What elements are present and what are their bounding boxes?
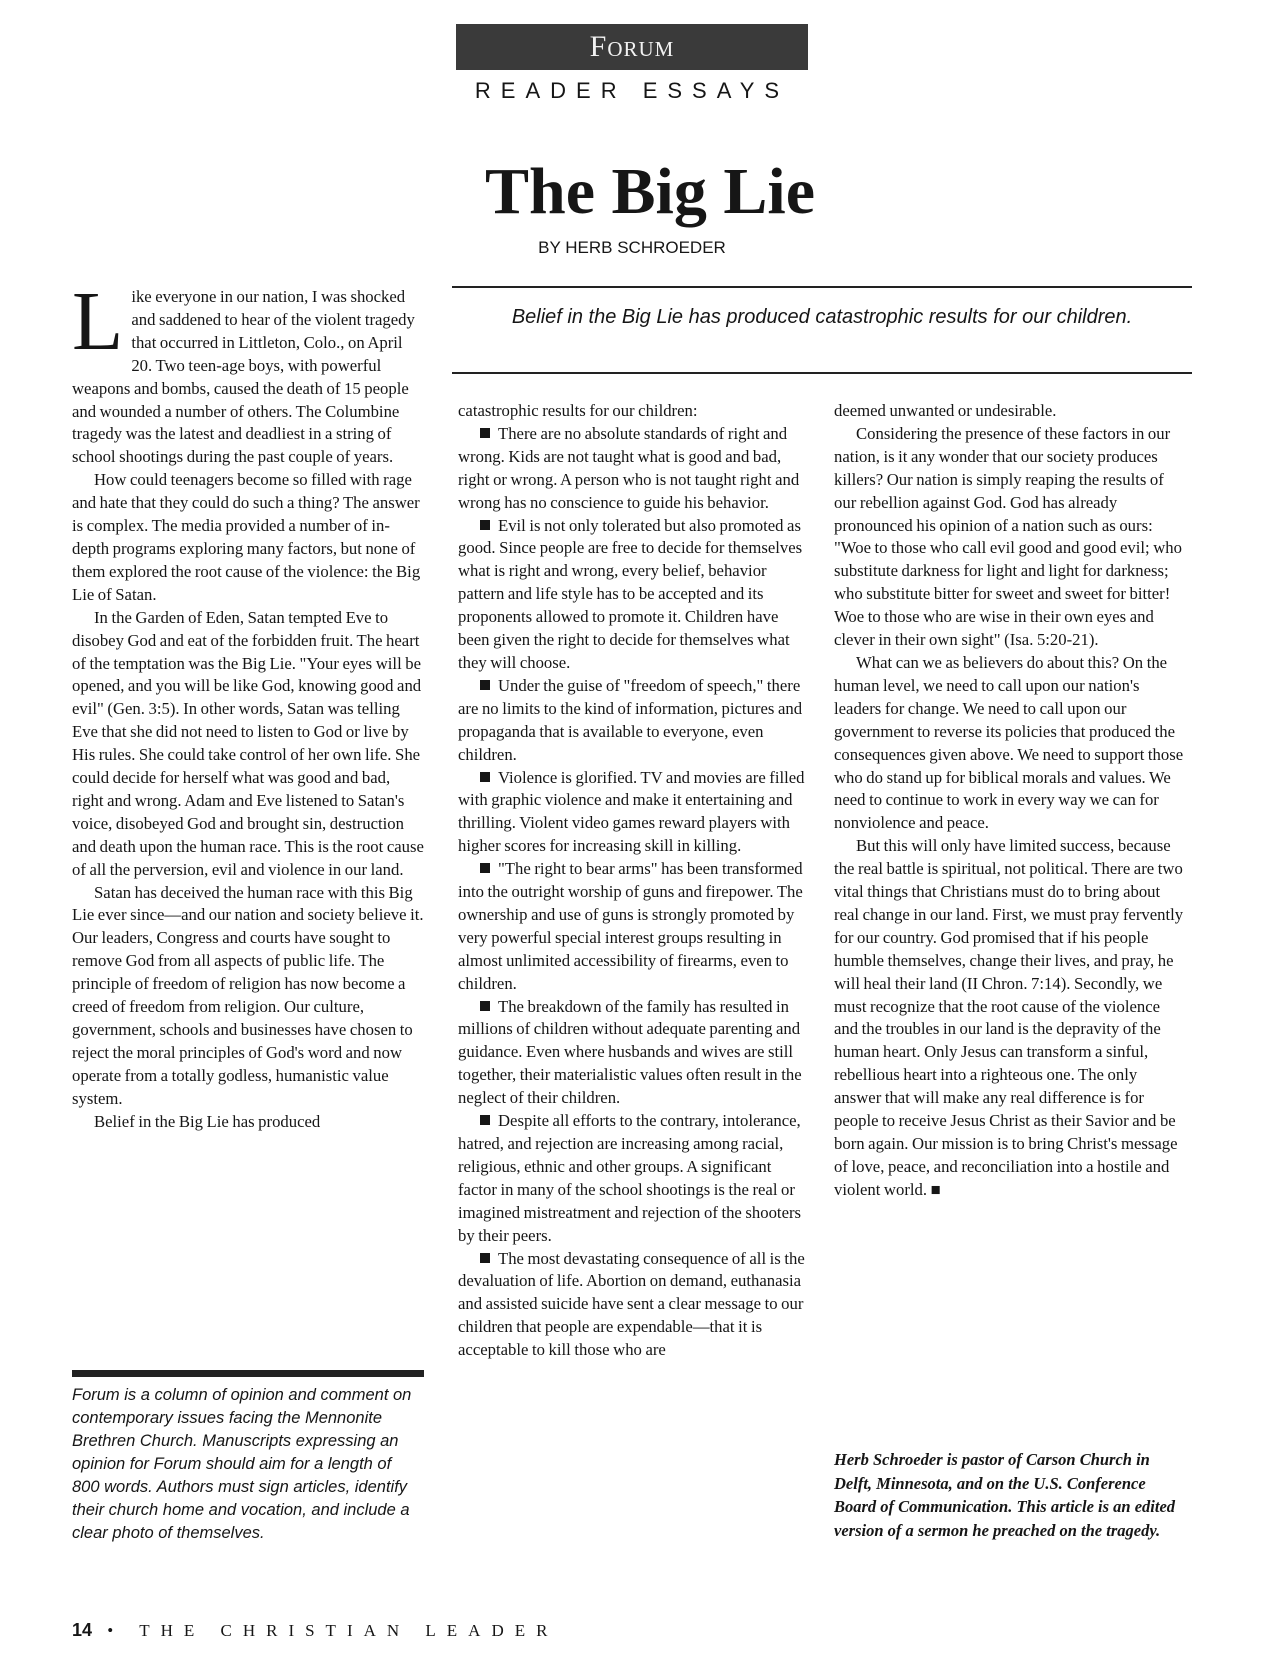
publication-name: THE CHRISTIAN LEADER xyxy=(139,1621,559,1640)
list-item: Under the guise of "freedom of speech," there are no limits to the kind of information, pictures and propaganda that is available to everyone, even children. xyxy=(458,675,803,764)
list-item: "The right to bear arms" has been transformed into the outright worship of guns and firepower. The ownership and use of guns is strongly promoted by very powerful special interest groups resulting in almost unlimited accessibility of firearms, even to children. xyxy=(458,859,803,993)
list-item: The breakdown of the family has resulted in millions of children without adequate parenting and guidance. Even where husbands and wives are still together, their materialistic values often result in the neglect of their children. xyxy=(458,996,802,1108)
paragraph: Considering the presence of these factors in our nation, is it any wonder that our society produces killers? Our nation is simply reaping the results of our rebellion against God. God has already pronounced his opinion of a nation such as ours: "Woe to those who call evil good and good evil; who substitute darkness for light and light for darkness; who substitute bitter for sweet and sweet for bitter! Woe to those who are wise in their own eyes and clever in their own sight" (Isa. 5:20-21). xyxy=(834,423,1182,650)
bullet-icon xyxy=(480,1115,490,1125)
paragraph: But this will only have limited success, because the real battle is spiritual, not political. There are two vital things that Christians must do to bring about real change in our land. First, we must pray fervently for our country. God promised that if his people humble themselves, change their lives, and pray, he will heal their land (II Chron. 7:14). Secondly, we must recognize that the root cause of the violence and the troubles in our land is the depravity of the human heart. Only Jesus can transform a sinful, rebellious heart into a righteous one. The only answer that will make any real difference is for people to receive Jesus Christ as their Savior and be born again. Our mission is to bring Christ's message of love, peace, and reconciliation into a hostile and violent world. ■ xyxy=(834,836,1184,1199)
section-tag: Forum xyxy=(456,24,808,70)
list-item: Violence is glorified. TV and movies are filled with graphic violence and make it entertaining and thrilling. Violent video games reward players with higher scores for increasing skill in killing. xyxy=(458,767,805,856)
bullet-icon xyxy=(480,680,490,690)
list-item: The most devastating consequence of all is the devaluation of life. Abortion on demand, euthanasia and assisted suicide have sent a clear message to our children that people are expendable—that it is acceptable to kill those who are xyxy=(458,1248,805,1360)
list-item: Despite all efforts to the contrary, intolerance, hatred, and rejection are increasing among racial, religious, ethnic and other groups. A significant factor in many of the school shootings is the real or imagined mistreatment and rejection of the shooters by their peers. xyxy=(458,1111,802,1245)
bullet-icon xyxy=(480,428,490,438)
column-1 xyxy=(72,275,424,1134)
bullet-icon xyxy=(480,1253,490,1263)
paragraph: Like everyone in our nation, I was shocked and saddened to hear of the violent tragedy that occurred in Littleton, Colo., on April 20. Two teen-age boys, with powerful weapons and bombs, caused the death of 15 people and wounded a number of others. The Columbine tragedy was the latest and deadliest in a string of school shootings during the past couple of years. xyxy=(72,275,415,467)
footer-separator: • xyxy=(107,1621,125,1640)
list-item: There are no absolute standards of right and wrong. Kids are not taught what is good and bad, right or wrong. A person who is not taught right and wrong has no conscience to guide his behavior. xyxy=(458,423,800,512)
bullet-icon xyxy=(480,520,490,530)
section-label: READER ESSAYS xyxy=(474,78,790,103)
column-2 xyxy=(458,400,810,1362)
pullquote: Belief in the Big Lie has produced catastrophic results for our children. xyxy=(511,306,1133,328)
pullquote-bottom-rule xyxy=(452,372,1192,374)
page-number: 14 xyxy=(72,1620,93,1640)
paragraph: catastrophic results for our children: xyxy=(458,401,698,420)
paragraph: What can we as believers do about this? On the human level, we need to call upon our nation's leaders for change. We need to call upon our government to reverse its policies that produced the consequences given above. We need to support those who do stand up for biblical morals and values. We need to continue to work in every way we can for nonviolence and peace. xyxy=(834,652,1184,833)
author-bio: Herb Schroeder is pastor of Carson Church in Delft, Minnesota, and on the U.S. Conference Board of Communication. This article is an edited version of a sermon he preached on the tragedy. xyxy=(834,1450,1176,1540)
byline: BY HERB SCHROEDER xyxy=(538,238,726,257)
column-3 xyxy=(834,400,1186,1202)
list-item: Evil is not only tolerated but also promoted as good. Since people are free to decide for themselves what is right and wrong, every belief, behavior pattern and life style has to be accepted and its proponents allowed to promote it. Children have been given the right to decide for themselves what they will choose. xyxy=(458,515,803,672)
paragraph: Satan has deceived the human race with this Big Lie ever since—and our nation and society believe it. Our leaders, Congress and courts have sought to remove God from all aspects of public life. The principle of freedom of religion has now become a creed of freedom from religion. Our culture, government, schools and businesses have chosen to reject the moral principles of God's word and now operate from a totally godless, humanistic value system. xyxy=(72,882,424,1108)
pullquote-top-rule xyxy=(452,286,1192,288)
paragraph: In the Garden of Eden, Satan tempted Eve to disobey God and eat of the forbidden fruit. The heart of the temptation was the Big Lie. "Your eyes will be opened, and you will be like God, knowing good and evil" (Gen. 3:5). In other words, Satan was telling Eve that she did not need to listen to God or live by His rules. She could take control of her own life. She could decide for herself what was good and bad, right and wrong. Adam and Eve listened to Satan's voice, disobeyed God and brought sin, destruction and death upon the human race. This is the root cause of all the perversion, evil and violence in our land. xyxy=(72,607,424,879)
paragraph: How could teenagers become so filled with rage and hate that they could do such a thing? The answer is complex. The media provided a number of in-depth programs exploring many factors, but none of them explored the root cause of the violence: the Big Lie of Satan. xyxy=(72,470,421,604)
page-footer xyxy=(72,1620,672,1641)
bullet-icon xyxy=(480,863,490,873)
paragraph: deemed unwanted or undesirable. xyxy=(834,401,1057,420)
forum-info: Forum is a column of opinion and comment on contemporary issues facing the Mennonite Brethren Church. Manuscripts expressing an opinion for Forum should aim for a length of 800 words. Authors must sign articles, identify their church home and vocation, and include a clear photo of themselves. xyxy=(72,1386,412,1542)
bullet-icon xyxy=(480,1001,490,1011)
drop-cap: L xyxy=(72,275,124,368)
info-rule xyxy=(72,1370,424,1377)
paragraph: Belief in the Big Lie has produced xyxy=(94,1111,321,1131)
article-title: The Big Lie xyxy=(484,155,816,228)
bullet-icon xyxy=(480,772,490,782)
